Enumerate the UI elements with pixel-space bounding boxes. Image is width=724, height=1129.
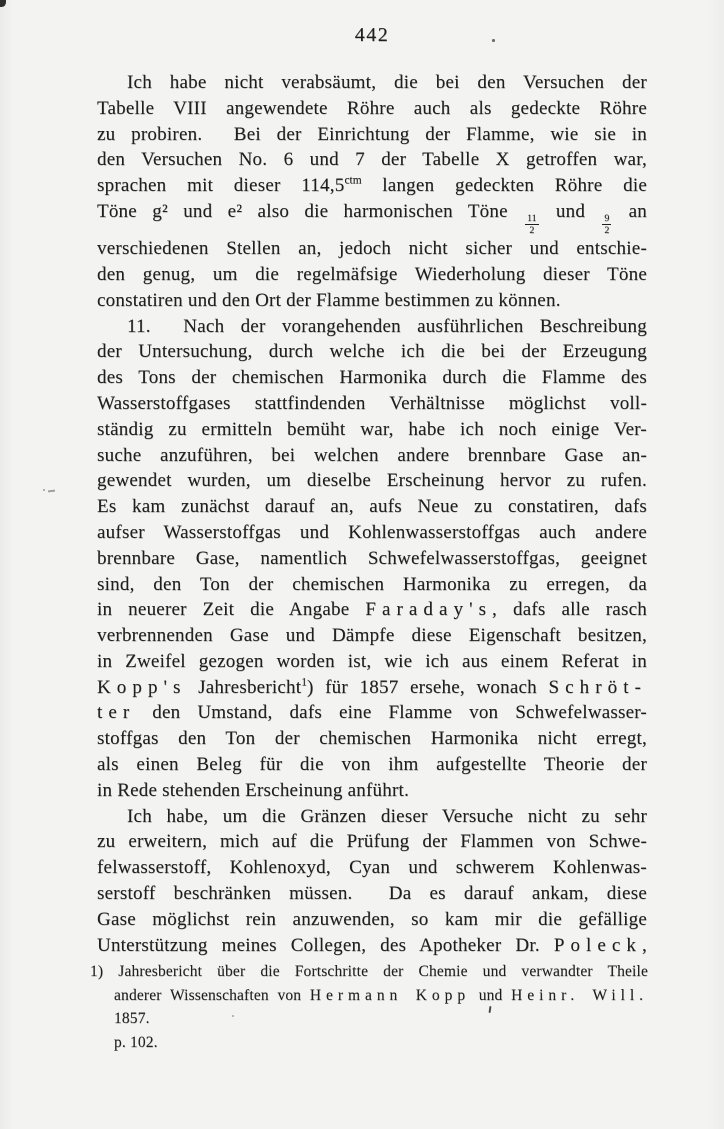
text-line: Es kam zunächst darauf an, aufs Neue zu constatiren, dafs bbox=[97, 496, 647, 518]
text-line: der Untersuchung, durch welche ich die bei der Erzeugung bbox=[97, 341, 647, 363]
letterspaced-name: Kopp's bbox=[97, 676, 187, 698]
text-line: verschiedenen Stellen an, jedoch nicht sicher und entschie- bbox=[97, 238, 647, 260]
text-line: Unterstützung meines Collegen, des Apotheker Dr. Poleck, bbox=[97, 934, 647, 956]
text-line: in Rede stehenden Erscheinung anführt. bbox=[97, 779, 410, 801]
text-line: in Zweifel gezogen worden ist, wie ich aus einem Referat in bbox=[97, 650, 647, 672]
fraction: $\frac{11}{2}$ bbox=[527, 212, 537, 236]
text-line: des Tons der chemischen Harmonika durch die Flamme des bbox=[97, 367, 647, 389]
text-line: Tabelle VIII angewendete Röhre auch als gedeckte Röhre bbox=[97, 97, 647, 119]
text-line: aufser Wasserstoffgas und Kohlenwasserstoffgas auch andere bbox=[97, 521, 647, 543]
text-line: ter den Umstand, dafs eine Flamme von Schwefelwasser- bbox=[97, 702, 647, 724]
letterspaced-name: Poleck bbox=[553, 934, 643, 956]
text-line: Kopp's Jahresbericht$^1$) für 1857 ersehe, wonach Schröt- bbox=[97, 676, 647, 698]
text-line: gewendet wurden, um dieselbe Erscheinung hervor zu rufen. bbox=[97, 470, 647, 492]
scan-artifact-corner bbox=[0, 0, 6, 7]
text-line: als einen Beleg für die von ihm aufgestellte Theorie der bbox=[97, 754, 647, 776]
letterspaced-name: Hermann Kopp bbox=[309, 986, 471, 1004]
letterspaced-name: ter bbox=[97, 702, 136, 724]
superscript: 1 bbox=[301, 676, 307, 689]
text-line: 11. Nach der vorangehenden ausführlichen Beschreibung bbox=[127, 315, 647, 337]
text-line: suche anzuführen, bei welchen andere brennbare Gase an- bbox=[97, 444, 647, 466]
text-line: 1) Jahresbericht über die Fortschritte der Chemie und verwandter Theile bbox=[90, 963, 648, 980]
text-line: in neuerer Zeit die Angabe Faraday's, dafs alle rasch bbox=[97, 599, 647, 621]
letterspaced-name: Schröt- bbox=[548, 676, 647, 698]
text-line: brennbare Gase, namentlich Schwefelwasserstoffgas, geeignet bbox=[97, 547, 647, 569]
text-line: sprachen mit dieser $114,5^{ctm}$ langen gedeckten Röhre die bbox=[97, 174, 648, 197]
superscript: ctm bbox=[344, 174, 362, 187]
text-line: zu erweitern, mich auf die Prüfung der Flammen von Schwe- bbox=[97, 831, 647, 853]
text-line: sind, den Ton der chemischen Harmonika zu erregen, da bbox=[97, 573, 647, 595]
text-line: anderer Wissenschaften von Hermann Kopp und Heinr. Will. 1857. bbox=[114, 986, 649, 1027]
paragraph bbox=[97, 314, 647, 804]
text-line: den genug, um die regelmäfsige Wiederholung dieser Töne bbox=[97, 263, 647, 285]
text-line: Wasserstoffgases stattfindenden Verhältnisse möglichst voll- bbox=[97, 392, 647, 414]
text-line: Gase möglichst rein anzuwenden, so kam mir die gefällige bbox=[97, 908, 647, 930]
letterspaced-name: Heinr. Will. bbox=[511, 986, 649, 1004]
fraction: $\frac{9}{2}$ bbox=[604, 212, 610, 236]
text-line: Ich habe nicht verabsäumt, die bei den Versuchen der bbox=[127, 72, 647, 93]
text-line: ständig zu ermitteln bemüht war, habe ich noch einige Ver- bbox=[97, 418, 647, 440]
paragraph bbox=[97, 70, 647, 314]
text-line: verbrennenden Gase und Dämpfe diese Eigenschaft besitzen, bbox=[97, 625, 647, 647]
text-line: p. 102. bbox=[114, 1033, 158, 1051]
letterspaced-name: Faraday's bbox=[365, 599, 493, 621]
text-line: zu probiren. Bei der Einrichtung der Flamme, wie sie in bbox=[97, 123, 647, 145]
text-line: Töne g² und e² also die harmonischen Töne $\frac{11}{2}$ und $\frac{9}{2}$ an bbox=[97, 200, 647, 236]
page-number: 442 bbox=[354, 24, 390, 46]
scan-artifact-dot-small bbox=[232, 1015, 234, 1017]
scan-artifact-dot bbox=[492, 39, 495, 42]
paragraph bbox=[97, 804, 647, 959]
body-text bbox=[97, 70, 647, 958]
footnote bbox=[90, 960, 648, 1054]
text-line: constatiren und den Ort der Flamme bestimmen zu können. bbox=[97, 289, 561, 311]
scan-artifact-margin-dot bbox=[43, 489, 45, 491]
text-line: felwasserstoff, Kohlenoxyd, Cyan und schwerem Kohlenwas- bbox=[97, 857, 647, 879]
text-line: Ich habe, um die Gränzen dieser Versuche nicht zu sehr bbox=[127, 805, 647, 827]
text-line: serstoff beschränken müssen. Da es darauf ankam, diese bbox=[97, 883, 647, 905]
text-line: den Versuchen No. 6 und 7 der Tabelle X getroffen war, bbox=[97, 149, 647, 171]
scan-artifact-margin-dash bbox=[48, 490, 55, 493]
text-line: stoffgas den Ton der chemischen Harmonika nicht erregt, bbox=[97, 728, 647, 750]
